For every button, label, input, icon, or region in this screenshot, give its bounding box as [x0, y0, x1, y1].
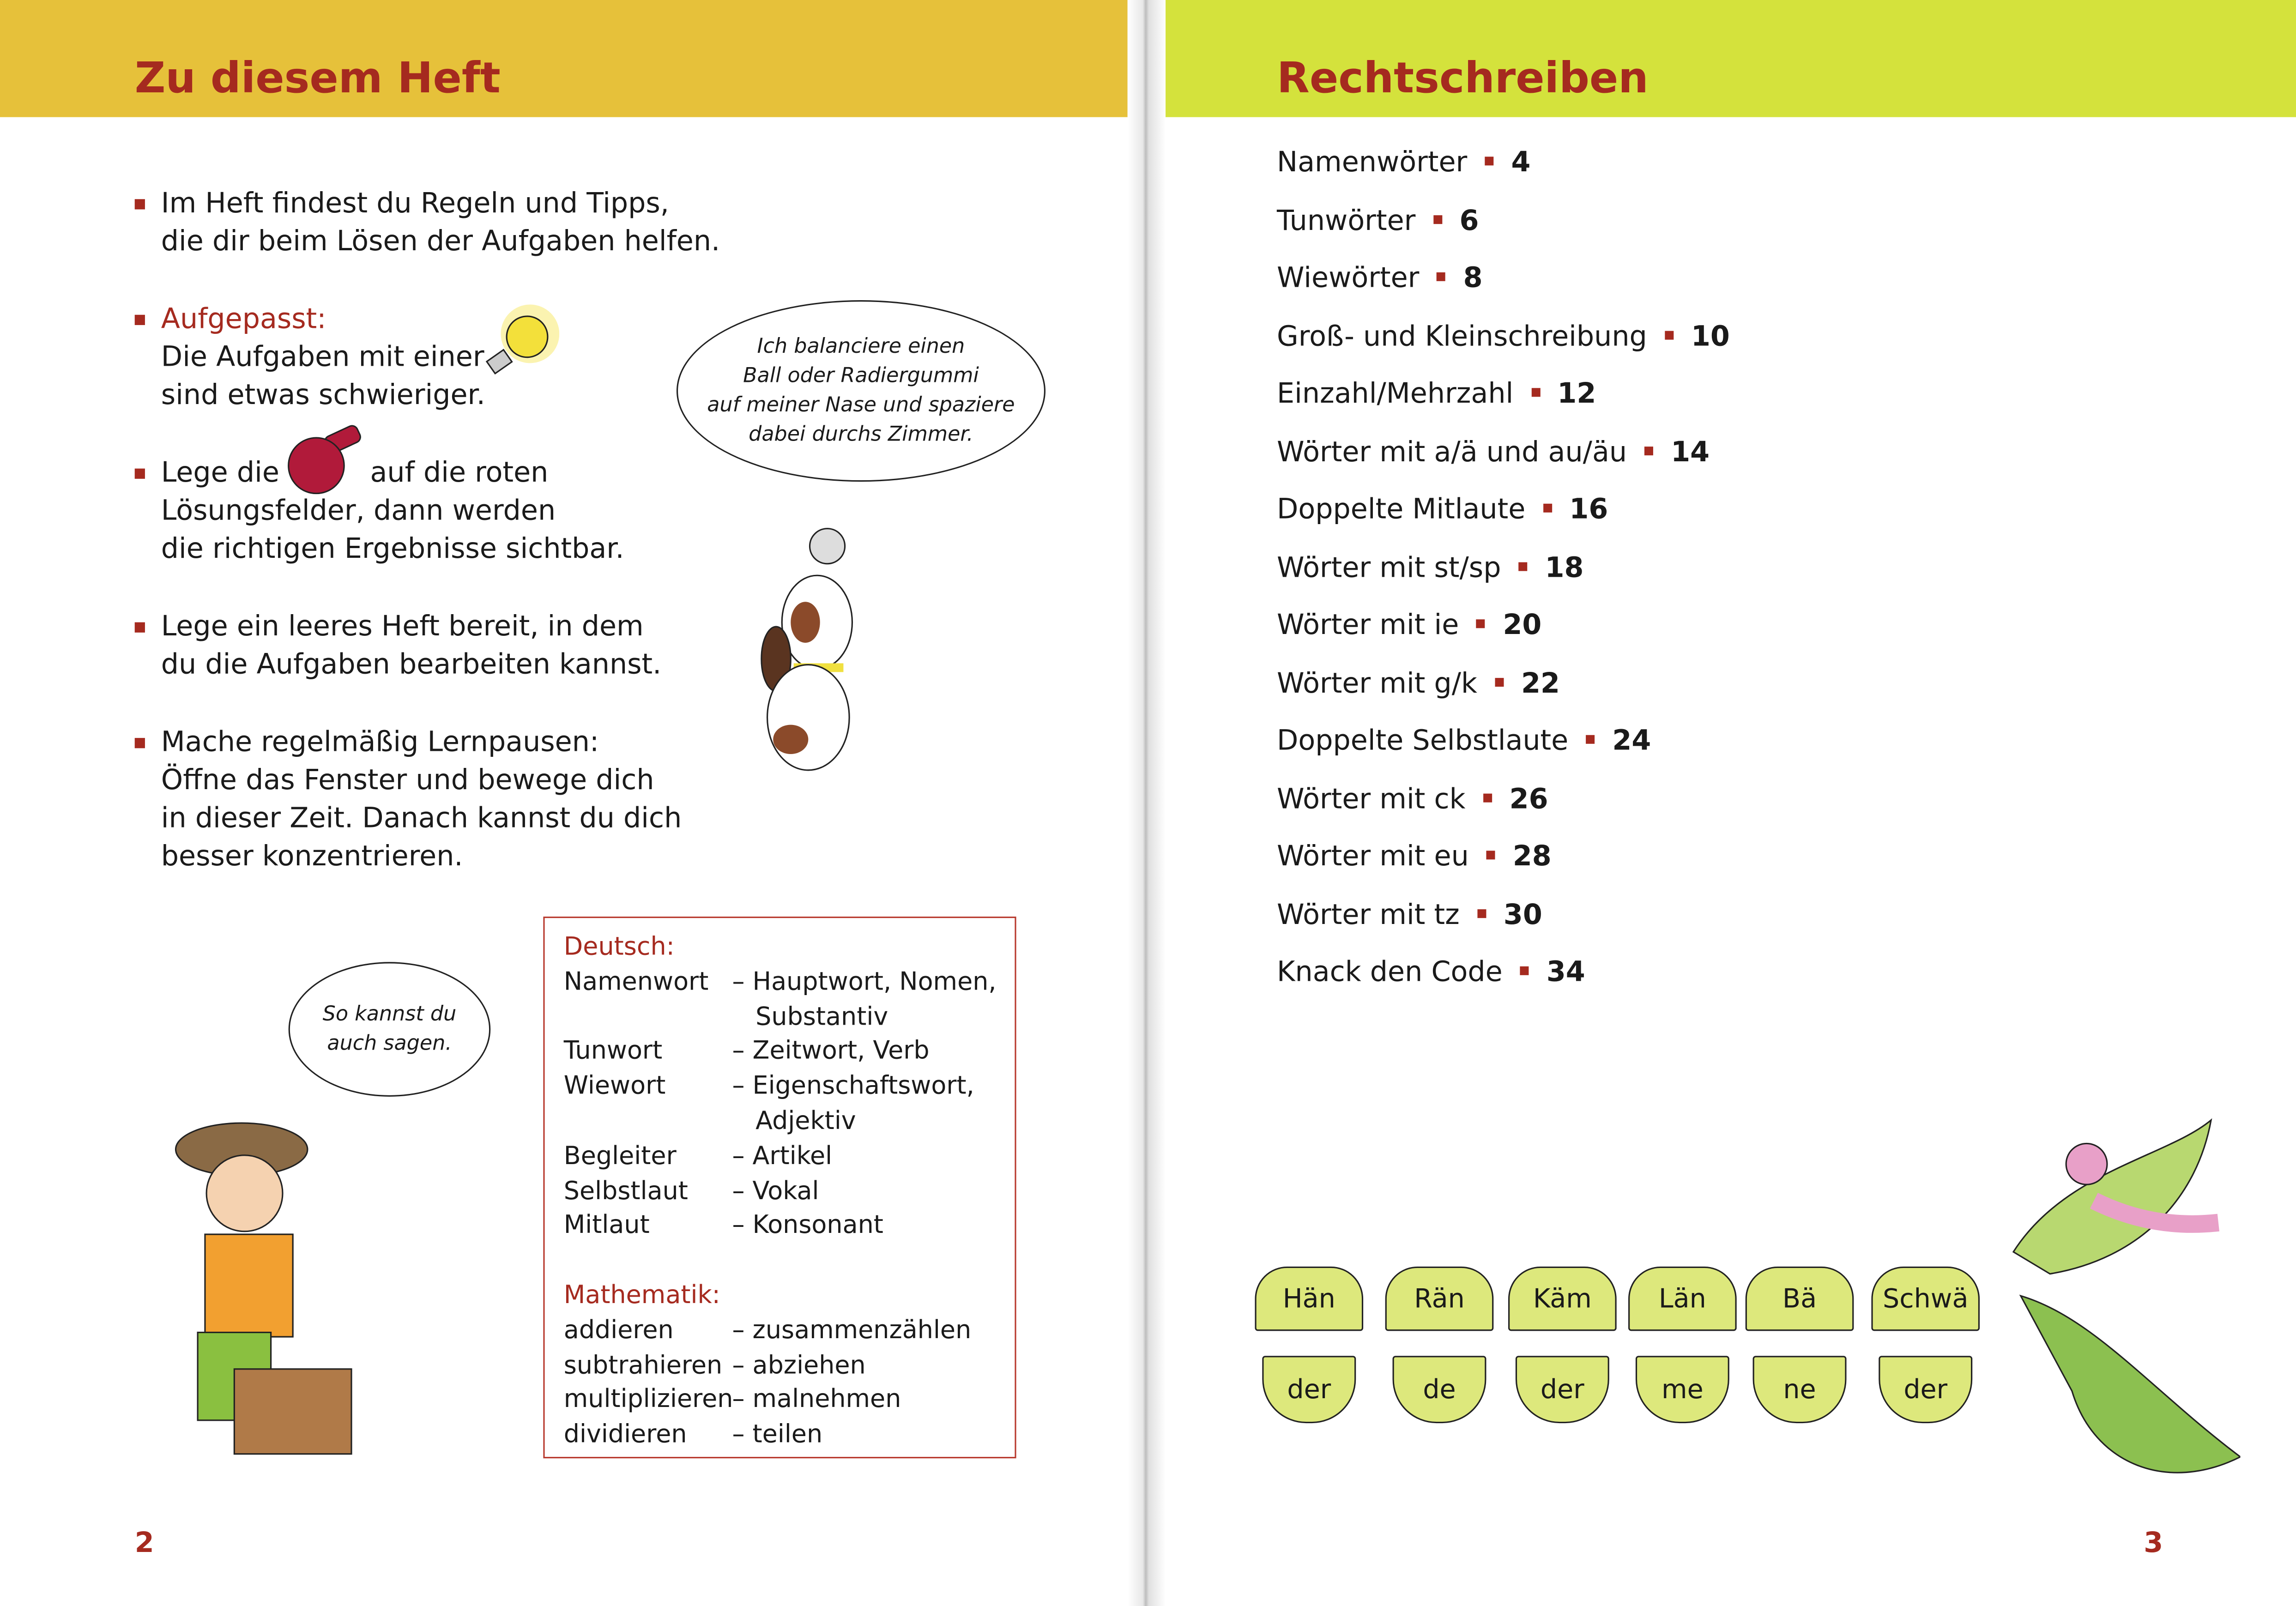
bubble-line: So kannst du: [322, 1003, 457, 1026]
toc-label: Wörter mit tz: [1277, 898, 1460, 931]
toc-label: Wörter mit a/ä und au/äu: [1277, 435, 1627, 468]
glossary-synonym: Adjektiv: [755, 1107, 856, 1136]
glossary-row: [564, 1001, 1003, 1036]
glossary-term: dividieren: [563, 1420, 687, 1450]
glossary-row: [564, 1071, 1003, 1105]
glossary-synonym: Substantiv: [755, 1002, 888, 1032]
bullet-square-icon: [1495, 677, 1504, 686]
text-line: sind etwas schwieriger.: [161, 379, 485, 412]
glossary-term: addieren: [563, 1316, 674, 1346]
bullet-5: [161, 723, 682, 875]
text-line: Mache regelmäßig Lernpausen:: [161, 726, 599, 759]
page-fold: [1128, 0, 1166, 1606]
text-line: Lege die: [161, 457, 279, 489]
bullet-square-icon: [1586, 735, 1595, 744]
text-line: Im Heft findest du Regeln und Tipps,: [161, 187, 670, 220]
text-line: Öffne das Fenster und bewege dich: [161, 764, 654, 797]
syllable-leaf-bottom[interactable]: de: [1393, 1356, 1486, 1423]
glossary-box: [543, 917, 1016, 1458]
toc-label: Namenwörter: [1277, 146, 1468, 179]
text-line: besser konzentrieren.: [161, 840, 463, 873]
text-line: Lösungsfelder, dann werden: [161, 495, 556, 527]
glossary-row: [564, 966, 1003, 1001]
bubble-line: auch sagen.: [327, 1032, 452, 1056]
bullet-square-icon: [1433, 215, 1442, 223]
glossary-synonym: – Artikel: [732, 1141, 833, 1171]
bullet-square-icon: [1519, 561, 1528, 570]
syllable-leaf-top[interactable]: Bä: [1746, 1267, 1854, 1331]
glossary-synonym: – Hauptwort, Nomen,: [732, 967, 997, 997]
glossary-synonym: – malnehmen: [732, 1385, 901, 1415]
toc-label: Wörter mit st/sp: [1277, 551, 1501, 584]
glossary-row: [564, 1315, 1003, 1349]
toc-page-number: 30: [1503, 898, 1542, 931]
toc-page-number: 14: [1671, 435, 1710, 468]
left-page-title: Zu diesem Heft: [134, 53, 501, 103]
text-line: in dieser Zeit. Danach kannst du dich: [161, 802, 682, 835]
toc-label: Wörter mit eu: [1277, 840, 1469, 873]
toc-label: Groß- und Kleinschreibung: [1277, 320, 1647, 352]
glossary-term: subtrahieren: [563, 1351, 723, 1380]
glossary-synonym: – Konsonant: [732, 1211, 883, 1241]
syllable-leaf-bottom[interactable]: me: [1636, 1356, 1729, 1423]
bullet-square-icon: [1531, 388, 1540, 397]
toc-item[interactable]: [1277, 898, 1542, 930]
bullet-3: [161, 454, 624, 568]
toc-item[interactable]: [1277, 435, 1710, 468]
glossary-term: [564, 1001, 732, 1036]
toc-item[interactable]: [1277, 840, 1552, 873]
glossary-row: [564, 1349, 1003, 1384]
toc-item[interactable]: [1277, 378, 1596, 410]
text-line: die richtigen Ergebnisse sichtbar.: [161, 533, 624, 565]
dog-speech-bubble: [677, 300, 1045, 482]
toc-item[interactable]: [1277, 262, 1483, 295]
bullet-square-icon: [1520, 966, 1529, 975]
glossary-synonym: – abziehen: [732, 1351, 866, 1380]
page-number-left: 2: [134, 1527, 154, 1560]
glossary-term: Namenwort: [563, 967, 709, 997]
bullet-square-icon: [1665, 330, 1674, 339]
glossary-row: [564, 1105, 1003, 1140]
toc-page-number: 24: [1612, 725, 1651, 757]
syllable-leaf-top[interactable]: Hän: [1255, 1267, 1363, 1331]
bullet-square-icon: [1486, 851, 1495, 859]
bullet-square-icon: [1543, 504, 1552, 513]
toc-item[interactable]: [1277, 725, 1651, 757]
toc-label: Wörter mit ie: [1277, 609, 1459, 641]
toc-page-number: 4: [1511, 146, 1531, 179]
glossary-synonym: – Eigenschaftswort,: [732, 1072, 974, 1102]
toc-page-number: 16: [1569, 493, 1608, 526]
toc-label: Wörter mit g/k: [1277, 667, 1477, 700]
bullet-square-icon: [1476, 619, 1485, 628]
right-page-title: Rechtschreiben: [1277, 53, 1649, 103]
worm-leaf-illustration: [2006, 1113, 2240, 1493]
bullet-2: [161, 300, 485, 414]
bubble-line: dabei durchs Zimmer.: [749, 423, 973, 447]
toc-item[interactable]: [1277, 146, 1530, 179]
red-filter-icon: [284, 425, 369, 498]
syllable-leaf-bottom[interactable]: der: [1262, 1356, 1356, 1423]
glossary-synonym: – teilen: [732, 1420, 823, 1450]
toc-item[interactable]: [1277, 551, 1583, 584]
glossary-heading-mathematik: Mathematik:: [563, 1281, 720, 1310]
toc-label: Doppelte Mitlaute: [1277, 493, 1526, 526]
toc-label: Wiewörter: [1277, 262, 1420, 295]
toc-page-number: 28: [1512, 840, 1552, 873]
bullet-square-icon: [1644, 446, 1653, 455]
text-line: du die Aufgaben bearbeiten kannst.: [161, 648, 662, 681]
bullet-square-icon: [1483, 793, 1492, 802]
glossary-synonym: – Zeitwort, Verb: [732, 1037, 930, 1067]
glossary-synonym: – Vokal: [732, 1177, 819, 1206]
syllable-leaf-bottom[interactable]: der: [1516, 1356, 1609, 1423]
bullet-square-icon: [1485, 157, 1493, 165]
lightbulb-icon: [483, 305, 559, 381]
syllable-leaf-bottom[interactable]: ne: [1753, 1356, 1847, 1423]
glossary-term: multiplizieren: [563, 1385, 733, 1415]
syllable-leaf-bottom[interactable]: der: [1879, 1356, 1972, 1423]
toc-page-number: 22: [1521, 667, 1560, 700]
glossary-row: [564, 1175, 1003, 1210]
bubble-line: auf meiner Nase und spaziere: [707, 393, 1015, 417]
page-number-right: 3: [2144, 1527, 2163, 1560]
toc-item[interactable]: [1277, 320, 1730, 352]
toc-page-number: 26: [1509, 782, 1548, 815]
toc-item[interactable]: [1277, 956, 1585, 989]
toc-item[interactable]: [1277, 783, 1548, 815]
syllable-leaf-top[interactable]: Schwä: [1871, 1267, 1980, 1331]
boy-speech-bubble: [289, 962, 491, 1097]
glossary-row: [564, 1210, 1003, 1244]
glossary-row: [564, 1036, 1003, 1070]
toc-label: Einzahl/Mehrzahl: [1277, 378, 1514, 410]
bullet-square-icon: [1437, 272, 1445, 281]
aufgepasst-heading: Aufgepasst:: [161, 303, 326, 336]
glossary-heading-deutsch: Deutsch:: [563, 932, 675, 962]
glossary-term: Selbstlaut: [563, 1177, 688, 1206]
toc-label: Wörter mit ck: [1277, 782, 1466, 815]
glossary-row: [564, 1384, 1003, 1419]
dog-illustration: [703, 520, 893, 798]
syllable-leaf-top[interactable]: Rän: [1385, 1267, 1494, 1331]
bullet-1: [161, 185, 720, 261]
text-line: die dir beim Lösen der Aufgaben helfen.: [161, 225, 720, 258]
glossary-term: Wiewort: [563, 1072, 666, 1102]
toc-page-number: 12: [1557, 378, 1596, 410]
toc-page-number: 6: [1459, 204, 1479, 237]
bubble-line: Ich balanciere einen: [757, 335, 965, 359]
toc-item[interactable]: [1277, 609, 1541, 641]
toc-page-number: 8: [1463, 262, 1483, 295]
toc-label: Tunwörter: [1277, 204, 1416, 237]
toc-page-number: 10: [1691, 320, 1730, 352]
toc-page-number: 34: [1546, 956, 1585, 989]
glossary-term: Mitlaut: [563, 1211, 650, 1241]
toc-label: Doppelte Selbstlaute: [1277, 725, 1569, 757]
glossary-synonym: – zusammenzählen: [732, 1316, 972, 1346]
glossary-term: Tunwort: [563, 1037, 663, 1067]
toc-label: Knack den Code: [1277, 956, 1503, 989]
toc-page-number: 20: [1503, 609, 1542, 641]
glossary-row: [564, 1419, 1003, 1454]
text-line: Lege ein leeres Heft bereit, in dem: [161, 610, 644, 643]
syllable-leaf-top[interactable]: Län: [1628, 1267, 1737, 1331]
toc-page-number: 18: [1545, 551, 1584, 584]
syllable-leaf-top[interactable]: Käm: [1508, 1267, 1617, 1331]
bullet-4: [161, 608, 662, 684]
bullet-square-icon: [1477, 909, 1486, 918]
text-line: auf die roten: [370, 457, 549, 489]
glossary-row: [564, 1140, 1003, 1175]
boy-illustration: [154, 1105, 366, 1464]
glossary-term: [564, 1105, 732, 1140]
glossary-term: Begleiter: [563, 1141, 677, 1171]
bubble-line: Ball oder Radiergummi: [743, 364, 979, 388]
toc-item[interactable]: [1277, 494, 1608, 526]
toc-item[interactable]: [1277, 204, 1479, 236]
toc-item[interactable]: [1277, 667, 1560, 699]
text-line: Die Aufgaben mit einer: [161, 341, 484, 374]
